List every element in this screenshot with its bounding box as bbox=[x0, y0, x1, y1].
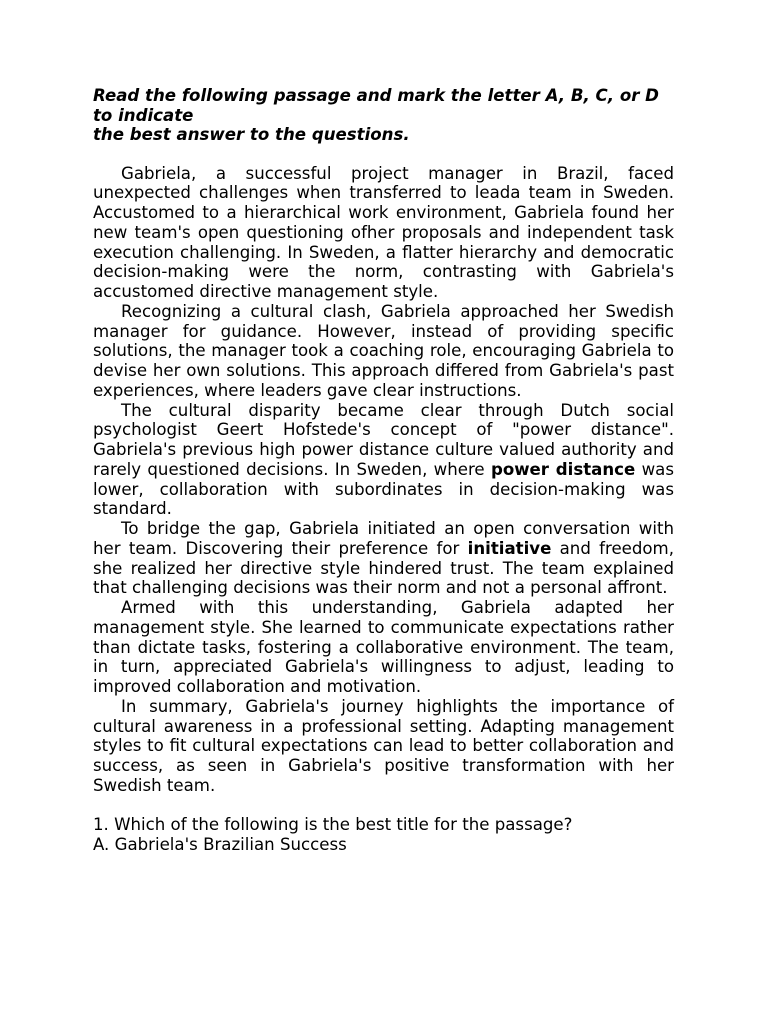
question-1-option-a: A. Gabriela's Brazilian Success bbox=[93, 835, 347, 854]
instruction-line-2: the best answer to the questions. bbox=[93, 125, 410, 144]
passage-paragraph-4 bbox=[93, 519, 674, 598]
paragraph-3-text-b: was lower, collaboration with subordinates in decision-making was standard. bbox=[93, 459, 674, 519]
question-1-prompt: 1. Which of the following is the best title for the passage? bbox=[93, 815, 573, 835]
passage-paragraph-2: Recognizing a cultural clash, Gabriela approached her Swedish manager for guidance. However, instead of providing specific solutions, the manager took a coaching role, encouraging Gabriela to devise her own solutions. This approach differed from Gabriela's past experiences, where leaders gave clear instructions. bbox=[93, 301, 674, 400]
initiative-term: initiative bbox=[467, 538, 552, 558]
instruction-line-1: Read the following passage and mark the letter A, B, C, or D to indicate bbox=[93, 86, 659, 125]
instruction-heading bbox=[93, 86, 674, 145]
document-page bbox=[93, 86, 674, 855]
question-1 bbox=[93, 815, 674, 855]
paragraph-4-text-a: To bridge the gap, Gabriela initiated an open conversation with her team. Discovering their preference for bbox=[93, 519, 674, 558]
paragraph-3-text-a: The cultural disparity became clear through Dutch social psychologist Geert Hofstede's concept of "power distance". Gabriela's previous high power distance culture valued authority and rarely questioned decisions. In Sweden, where bbox=[93, 400, 674, 479]
paragraph-4-text-b: and freedom, she realized her directive style hindered trust. The team explained that challenging decisions was their norm and not a personal affront. bbox=[93, 538, 674, 598]
passage-paragraph-3 bbox=[93, 401, 674, 520]
passage-paragraph-1: Gabriela, a successful project manager in Brazil, faced unexpected challenges when transferred to leada team in Sweden. Accustomed to a hierarchical work environment, Gabriela found her new team's open questioning ofher proposals and independent task execution challenging. In Sweden, a flatter hierarchy and democratic decision-making were the norm, contrasting with Gabriela's accustomed directive management style. bbox=[93, 163, 674, 301]
passage-paragraph-6: In summary, Gabriela's journey highlights the importance of cultural awareness in a professional setting. Adapting management styles to fit cultural expectations can lead to better collaboration and success, as seen in Gabriela's positive transformation with her Swedish team. bbox=[93, 696, 674, 795]
power-distance-term: power distance bbox=[490, 459, 636, 479]
reading-passage bbox=[93, 164, 674, 796]
passage-paragraph-5: Armed with this understanding, Gabriela adapted her management style. She learned to communicate expectations rather than dictate tasks, fostering a collaborative environment. The team, in turn, appreciated Gabriela's willingness to adjust, leading to improved collaboration and motivation. bbox=[93, 598, 674, 696]
